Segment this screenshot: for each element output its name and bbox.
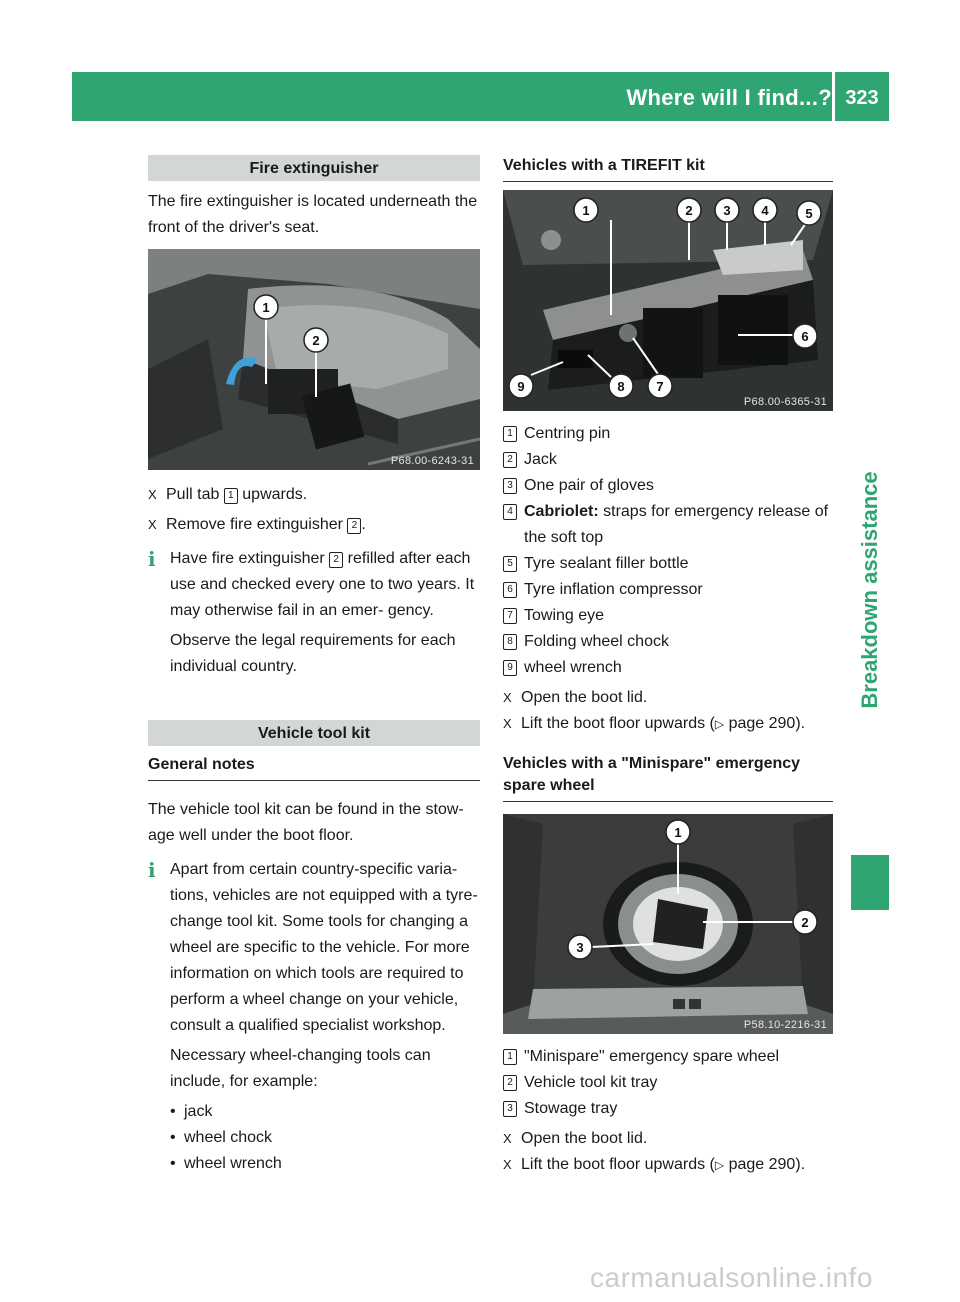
instruction-step: X Lift the boot floor upwards (▷ page 290). bbox=[503, 711, 833, 737]
info-icon: i bbox=[148, 547, 156, 571]
photo-callout: 9 bbox=[517, 379, 525, 394]
side-thumb-marker bbox=[851, 855, 889, 910]
page-ref-icon: ▷ bbox=[714, 717, 725, 731]
instruction-step: X Remove fire extinguisher 2 . bbox=[148, 512, 480, 538]
page-ref-link[interactable]: page 290). bbox=[728, 1156, 806, 1173]
legend-item: 6 Tyre inflation compressor bbox=[503, 577, 833, 603]
info-note: i Apart from certain country-specific varia- tions, vehicles are not equipped with a tyre- change tool kit. Some tools for changing a wheel are specific to the vehicle. For more information on which tools are required to perform a wheel change on your vehicle, consult a qualified specialist workshop. bbox=[148, 858, 478, 1034]
step-arrow-icon: X bbox=[148, 487, 157, 502]
legend-item: 9 wheel wrench bbox=[503, 655, 833, 681]
callout-ref: 2 bbox=[329, 552, 343, 568]
fire-intro: The fire extinguisher is located underneath the front of the driver's seat. bbox=[148, 193, 478, 236]
instruction-step: X Pull tab 1 upwards. bbox=[148, 482, 480, 508]
photo-callout: 4 bbox=[761, 203, 769, 218]
legend-item: 3 One pair of gloves bbox=[503, 473, 833, 499]
info-note-tools: Necessary wheel-changing tools can include, for example: bbox=[170, 1047, 431, 1090]
page-number: 323 bbox=[845, 87, 879, 109]
general-notes-heading: General notes bbox=[148, 754, 480, 781]
photo-callout: 3 bbox=[723, 203, 731, 218]
spare-wheel-illustration bbox=[503, 814, 833, 1034]
photo-callout: 7 bbox=[656, 379, 664, 394]
photo-callout: 2 bbox=[685, 203, 693, 218]
legend-item: 8 Folding wheel chock bbox=[503, 629, 833, 655]
photo-callout: 6 bbox=[801, 329, 809, 344]
legend-item: 1 "Minispare" emergency spare wheel bbox=[503, 1044, 833, 1070]
callout-ref: 1 bbox=[224, 488, 238, 504]
list-item: • jack bbox=[170, 1103, 213, 1120]
info-note: i Have fire extinguisher 2 refilled after each use and checked every one to two years. It may otherwise fail in an emer- gency. bbox=[148, 547, 475, 619]
photo-callout: 2 bbox=[801, 915, 809, 930]
legend-item: 5 Tyre sealant filler bottle bbox=[503, 551, 833, 577]
photo-callout: 1 bbox=[262, 300, 270, 315]
fire-extinguisher-heading: Fire extinguisher bbox=[148, 155, 480, 181]
legend-item: 1 Centring pin bbox=[503, 421, 833, 447]
photo-code: P58.10-2216-31 bbox=[743, 1019, 827, 1031]
info-icon: i bbox=[148, 858, 156, 882]
list-item: • wheel chock bbox=[170, 1129, 273, 1146]
step-arrow-icon: X bbox=[503, 1131, 512, 1146]
legend-item: 7 Towing eye bbox=[503, 603, 833, 629]
vehicle-tool-kit-heading: Vehicle tool kit bbox=[148, 720, 480, 746]
side-tab-label: Breakdown assistance bbox=[857, 471, 882, 709]
page-ref-icon: ▷ bbox=[714, 1158, 725, 1172]
page-ref-link[interactable]: page 290). bbox=[728, 715, 806, 732]
fire-extinguisher-photo bbox=[148, 249, 480, 470]
toolkit-paragraph: The vehicle tool kit can be found in the stow- age well under the boot floor. bbox=[148, 801, 464, 844]
legend-item: 2 Vehicle tool kit tray bbox=[503, 1070, 833, 1096]
photo-callout: 1 bbox=[674, 825, 682, 840]
step-arrow-icon: X bbox=[148, 517, 157, 532]
side-tab bbox=[851, 360, 889, 820]
callout-ref: 2 bbox=[347, 518, 361, 534]
watermark: carmanualsonline.info bbox=[590, 1262, 873, 1293]
boot-well-illustration bbox=[503, 190, 833, 411]
tirefit-heading: Vehicles with a TIREFIT kit bbox=[503, 155, 833, 182]
step-arrow-icon: X bbox=[503, 1157, 512, 1172]
info-note-legal: Observe the legal requirements for each individual country. bbox=[170, 632, 456, 675]
instruction-step: X Open the boot lid. bbox=[503, 685, 833, 711]
right-column bbox=[503, 155, 833, 1178]
instruction-step: X Open the boot lid. bbox=[503, 1126, 833, 1152]
seat-illustration bbox=[148, 249, 480, 470]
minispare-photo bbox=[503, 814, 833, 1034]
photo-callout: 2 bbox=[312, 333, 320, 348]
photo-callout: 5 bbox=[805, 206, 813, 221]
photo-callout: 3 bbox=[576, 940, 584, 955]
photo-callout: 8 bbox=[617, 379, 625, 394]
legend-item: 4 Cabriolet: straps for emergency release of the soft top bbox=[503, 499, 833, 551]
list-item: • wheel wrench bbox=[170, 1155, 282, 1172]
photo-code: P68.00-6243-31 bbox=[390, 455, 474, 467]
legend-item: 2 Jack bbox=[503, 447, 833, 473]
step-arrow-icon: X bbox=[503, 716, 512, 731]
step-arrow-icon: X bbox=[503, 690, 512, 705]
tirefit-photo bbox=[503, 190, 833, 411]
minispare-heading: Vehicles with a "Minispare" emergency spare wheel bbox=[503, 753, 833, 802]
legend-item: 3 Stowage tray bbox=[503, 1096, 833, 1122]
left-column bbox=[148, 155, 480, 1177]
photo-callout: 1 bbox=[582, 203, 590, 218]
instruction-step: X Lift the boot floor upwards (▷ page 290). bbox=[503, 1152, 833, 1178]
photo-code: P68.00-6365-31 bbox=[743, 396, 827, 408]
running-header-title: Where will I find...? bbox=[626, 85, 832, 110]
